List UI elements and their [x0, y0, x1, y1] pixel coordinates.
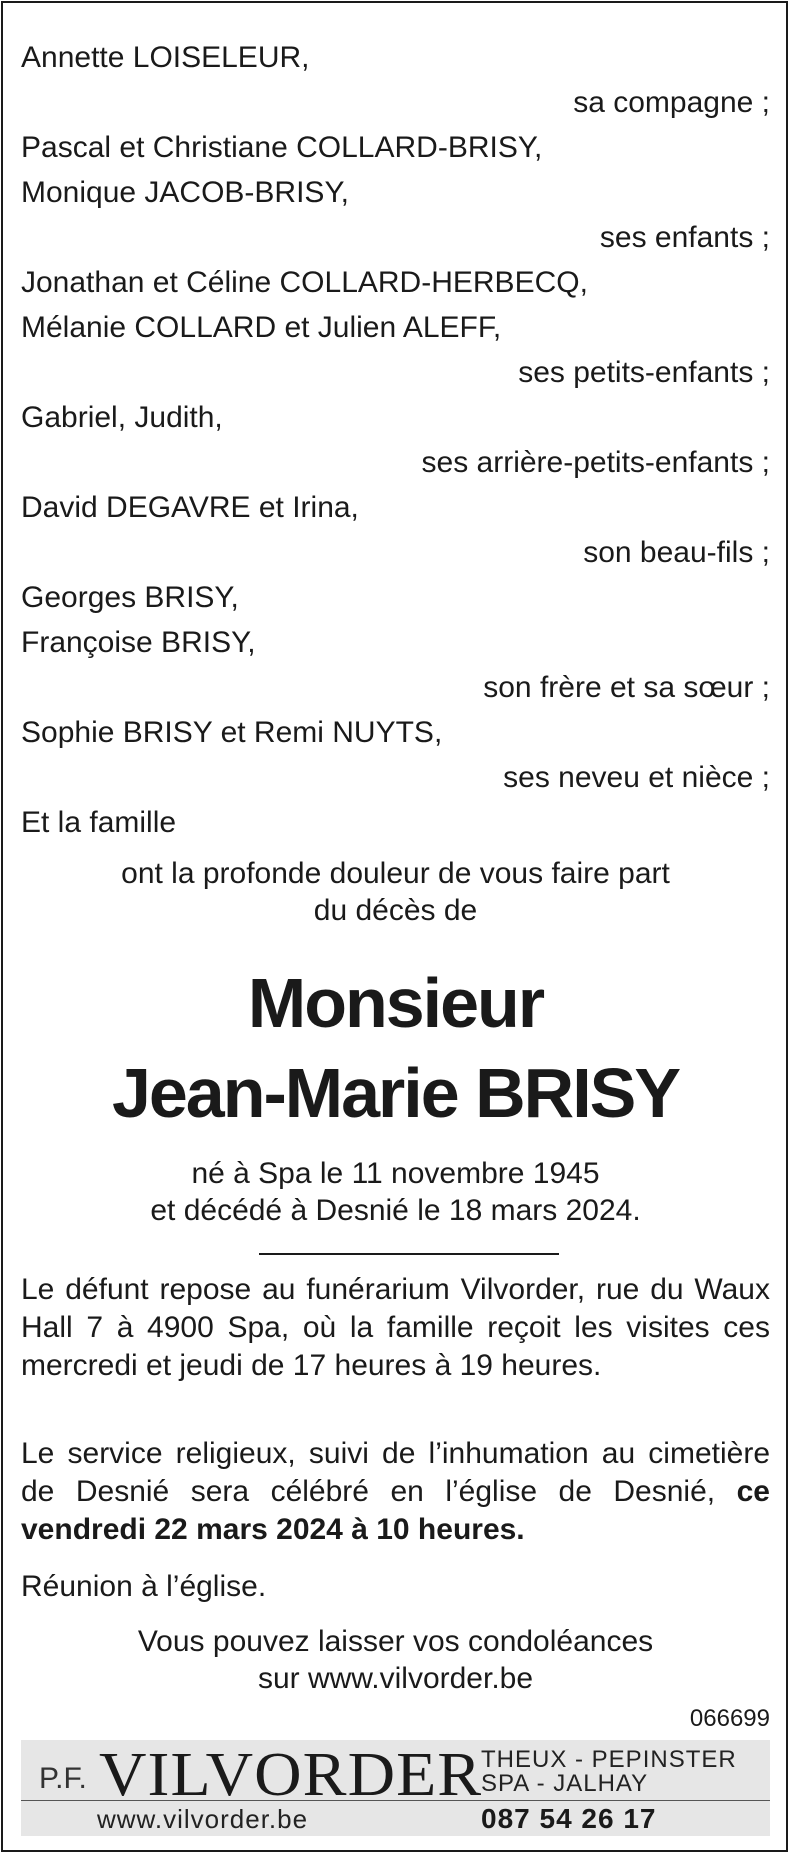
service-intro: Le service religieux, suivi de l’inhumation au cimetière de Desnié sera célébré en l’église de Desnié, — [21, 1437, 770, 1508]
announcement — [21, 855, 770, 929]
rest-paragraph: Le défunt repose au funérarium Vilvorder, rue du Waux Hall 7 à 4900 Spa, où la famille reçoit les visites ces mercredi et jeudi de 17 heures à 19 heures. — [21, 1273, 770, 1382]
family-line: ses neveu et nièce ; — [503, 761, 770, 794]
deceased-title: Monsieur — [247, 964, 544, 1042]
meeting-paragraph: Réunion à l’église. — [21, 1570, 267, 1603]
family-line: son beau-fils ; — [583, 536, 770, 569]
condolences-line-1: Vous pouvez laisser vos condoléances — [137, 1625, 654, 1658]
family-line: David DEGAVRE et Irina, — [21, 491, 359, 524]
family-line: Sophie BRISY et Remi NUYTS, — [21, 716, 443, 749]
service-date: ce vendredi 22 mars 2024 à 10 heures. — [21, 1475, 770, 1546]
obituary-notice — [1, 1, 788, 1852]
phone-number: 087 54 26 17 — [481, 1803, 657, 1834]
locations-line-1: THEUX - PEPINSTER — [481, 1746, 737, 1773]
brand-prefix: P.F. — [39, 1762, 87, 1795]
family-line: Et la famille — [21, 806, 177, 839]
life-dates — [21, 1155, 770, 1229]
family-line: sa compagne ; — [573, 86, 770, 119]
family-line: son frère et sa sœur ; — [483, 671, 770, 704]
deceased-name: Jean-Marie BRISY — [111, 1054, 680, 1132]
family-list — [21, 35, 770, 845]
family-line: Georges BRISY, — [21, 581, 239, 614]
family-line: Françoise BRISY, — [21, 626, 256, 659]
death-line: et décédé à Desnié le 18 mars 2024. — [150, 1194, 641, 1227]
service-paragraph — [21, 1435, 770, 1549]
reference-number: 066699 — [689, 1705, 770, 1732]
separator-line — [259, 1253, 559, 1255]
family-line: Monique JACOB-BRISY, — [21, 176, 349, 209]
funeral-home-banner — [21, 1740, 770, 1836]
family-line: Jonathan et Céline COLLARD-HERBECQ, — [21, 266, 588, 299]
family-line: ses petits-enfants ; — [518, 356, 770, 389]
family-line: Mélanie COLLARD et Julien ALEFF, — [21, 311, 502, 344]
announcement-line-1: ont la profonde douleur de vous faire part — [121, 857, 670, 890]
condolences-line-2: sur www.vilvorder.be — [257, 1662, 534, 1695]
locations-line-2: SPA - JALHAY — [481, 1770, 649, 1797]
family-line: Annette LOISELEUR, — [21, 41, 310, 74]
deceased-name-block — [21, 958, 770, 1138]
brand-logo-text: VILVORDER — [99, 1741, 483, 1809]
announcement-line-2: du décès de — [313, 894, 478, 927]
website-link[interactable]: www.vilvorder.be — [97, 1804, 309, 1834]
family-line: ses enfants ; — [599, 221, 770, 254]
family-line: ses arrière-petits-enfants ; — [421, 446, 770, 479]
birth-line: né à Spa le 11 novembre 1945 — [191, 1157, 600, 1190]
condolences-block — [21, 1623, 770, 1697]
family-line: Gabriel, Judith, — [21, 401, 223, 434]
banner-divider — [21, 1800, 770, 1801]
family-line: Pascal et Christiane COLLARD-BRISY, — [21, 131, 543, 164]
